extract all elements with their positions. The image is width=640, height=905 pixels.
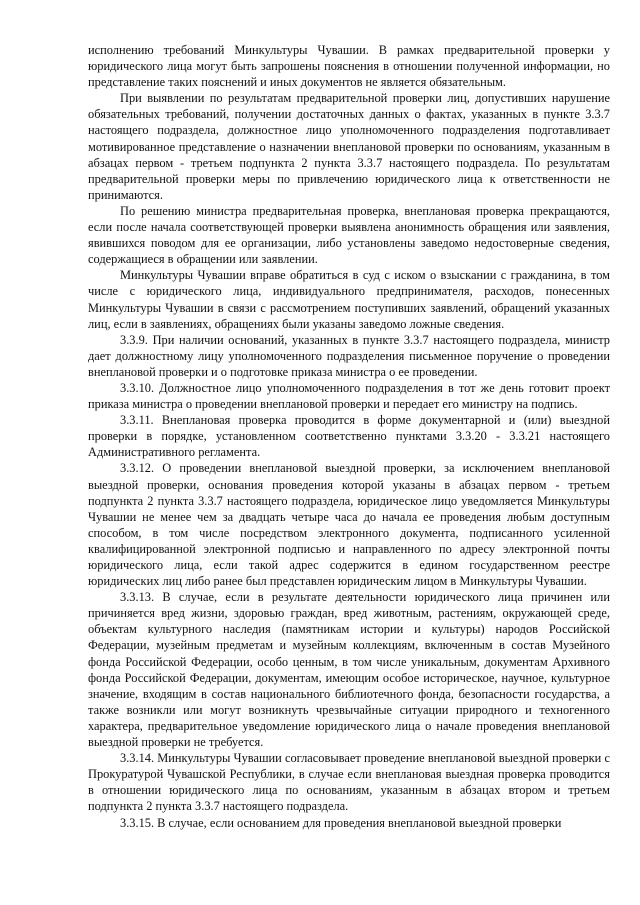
paragraph: 3.3.15. В случае, если основанием для проведения внеплановой выездной проверки bbox=[120, 815, 562, 830]
paragraph: 3.3.9. При наличии оснований, указанных в пункте 3.3.7 настоящего подраздела, министр дает должностному лицу уполномоченного подразделения письменное поручение о проведении внеплановой проверки и о подготовке приказа министра о ее проведении. bbox=[88, 332, 610, 379]
paragraph: 3.3.12. О проведении внеплановой выездной проверки, за исключением внеплановой выездной проверки, основания проведения которой указаны в абзацах первом - третьем подпункта 2 пункта 3.3.7 настоящего подраздела, юридическое лицо уведомляется Минкультуры Чувашии не менее чем за двадцать четыре часа до начала ее проведения любым доступным способом, в том числе посредством электронного документа, подписанного усиленной квалифицированной электронной подписью и направленного по адресу электронной почты юридического лица, если такой адрес содержится в едином государственном реестре юридических лиц либо ранее был представлен юридическим лицом в Минкультуры Чувашии. bbox=[88, 461, 610, 589]
paragraph: 3.3.13. В случае, если в результате деятельности юридического лица причинен или причиняется вред жизни, здоровью граждан, вред животным, растениям, окружающей среде, объектам культурного наследия (памятникам истории и культуры) народов Российской Федерации, музейным предметам и музейным коллекциям, включенным в состав Музейного фонда Российской Федерации, особо ценным, в том числе уникальным, документам Архивного фонда Российской Федерации, документам, имеющим особое историческое, научное, культурное значение, входящим в состав национального библиотечного фонда, безопасности государства, а также возникли или могут возникнуть чрезвычайные ситуации природного и техногенного характера, предварительное уведомление юридического лица о начале проведения внеплановой выездной проверки не требуется. bbox=[88, 590, 610, 750]
paragraph: 3.3.11. Внеплановая проверка проводится в форме документарной и (или) выездной проверки в порядке, установленном соответственно пунктами 3.3.20 - 3.3.21 настоящего Административного регламента. bbox=[88, 413, 610, 460]
paragraph: исполнению требований Минкультуры Чувашии. В рамках предварительной проверки у юридического лица могут быть запрошены пояснения в отношении полученной информации, но представление таких пояснений и иных документов не является обязательным. bbox=[88, 43, 610, 90]
document-page bbox=[88, 42, 610, 831]
paragraph: 3.3.14. Минкультуры Чувашии согласовывает проведение внеплановой выездной проверки с Прокуратурой Чувашской Республики, в случае если внеплановая выездная проверка проводится в отношении юридического лица по основаниям, указанным в абзацах втором и третьем подпункта 2 пункта 3.3.7 настоящего подраздела. bbox=[88, 751, 610, 814]
paragraph: 3.3.10. Должностное лицо уполномоченного подразделения в тот же день готовит проект приказа министра о проведении внеплановой проверки и передает его министру на подпись. bbox=[88, 380, 610, 412]
paragraph: Минкультуры Чувашии вправе обратиться в суд с иском о взыскании с гражданина, в том числе с юридического лица, индивидуального предпринимателя, расходов, понесенных Минкультуры Чувашии в связи с рассмотрением поступивших заявлений, обращений указанных лиц, если в заявлениях, обращениях были указаны заведомо ложные сведения. bbox=[88, 268, 610, 331]
paragraph: При выявлении по результатам предварительной проверки лиц, допустивших нарушение обязательных требований, получении достаточных данных о фактах, указанных в пункте 3.3.7 настоящего подраздела, должностное лицо уполномоченного подразделения подготавливает мотивированное представление о назначении внеплановой проверки по основаниям, указанным в абзацах первом - третьем подпункта 2 пункта 3.3.7 настоящего подраздела. По результатам предварительной проверки меры по привлечению юридического лица к ответственности не принимаются. bbox=[88, 91, 610, 202]
paragraph: По решению министра предварительная проверка, внеплановая проверка прекращаются, если после начала соответствующей проверки выявлена анонимность обращения или заявления, явившихся поводом для ее организации, либо установлены заведомо недостоверные сведения, содержащиеся в обращении или заявлении. bbox=[88, 203, 610, 267]
